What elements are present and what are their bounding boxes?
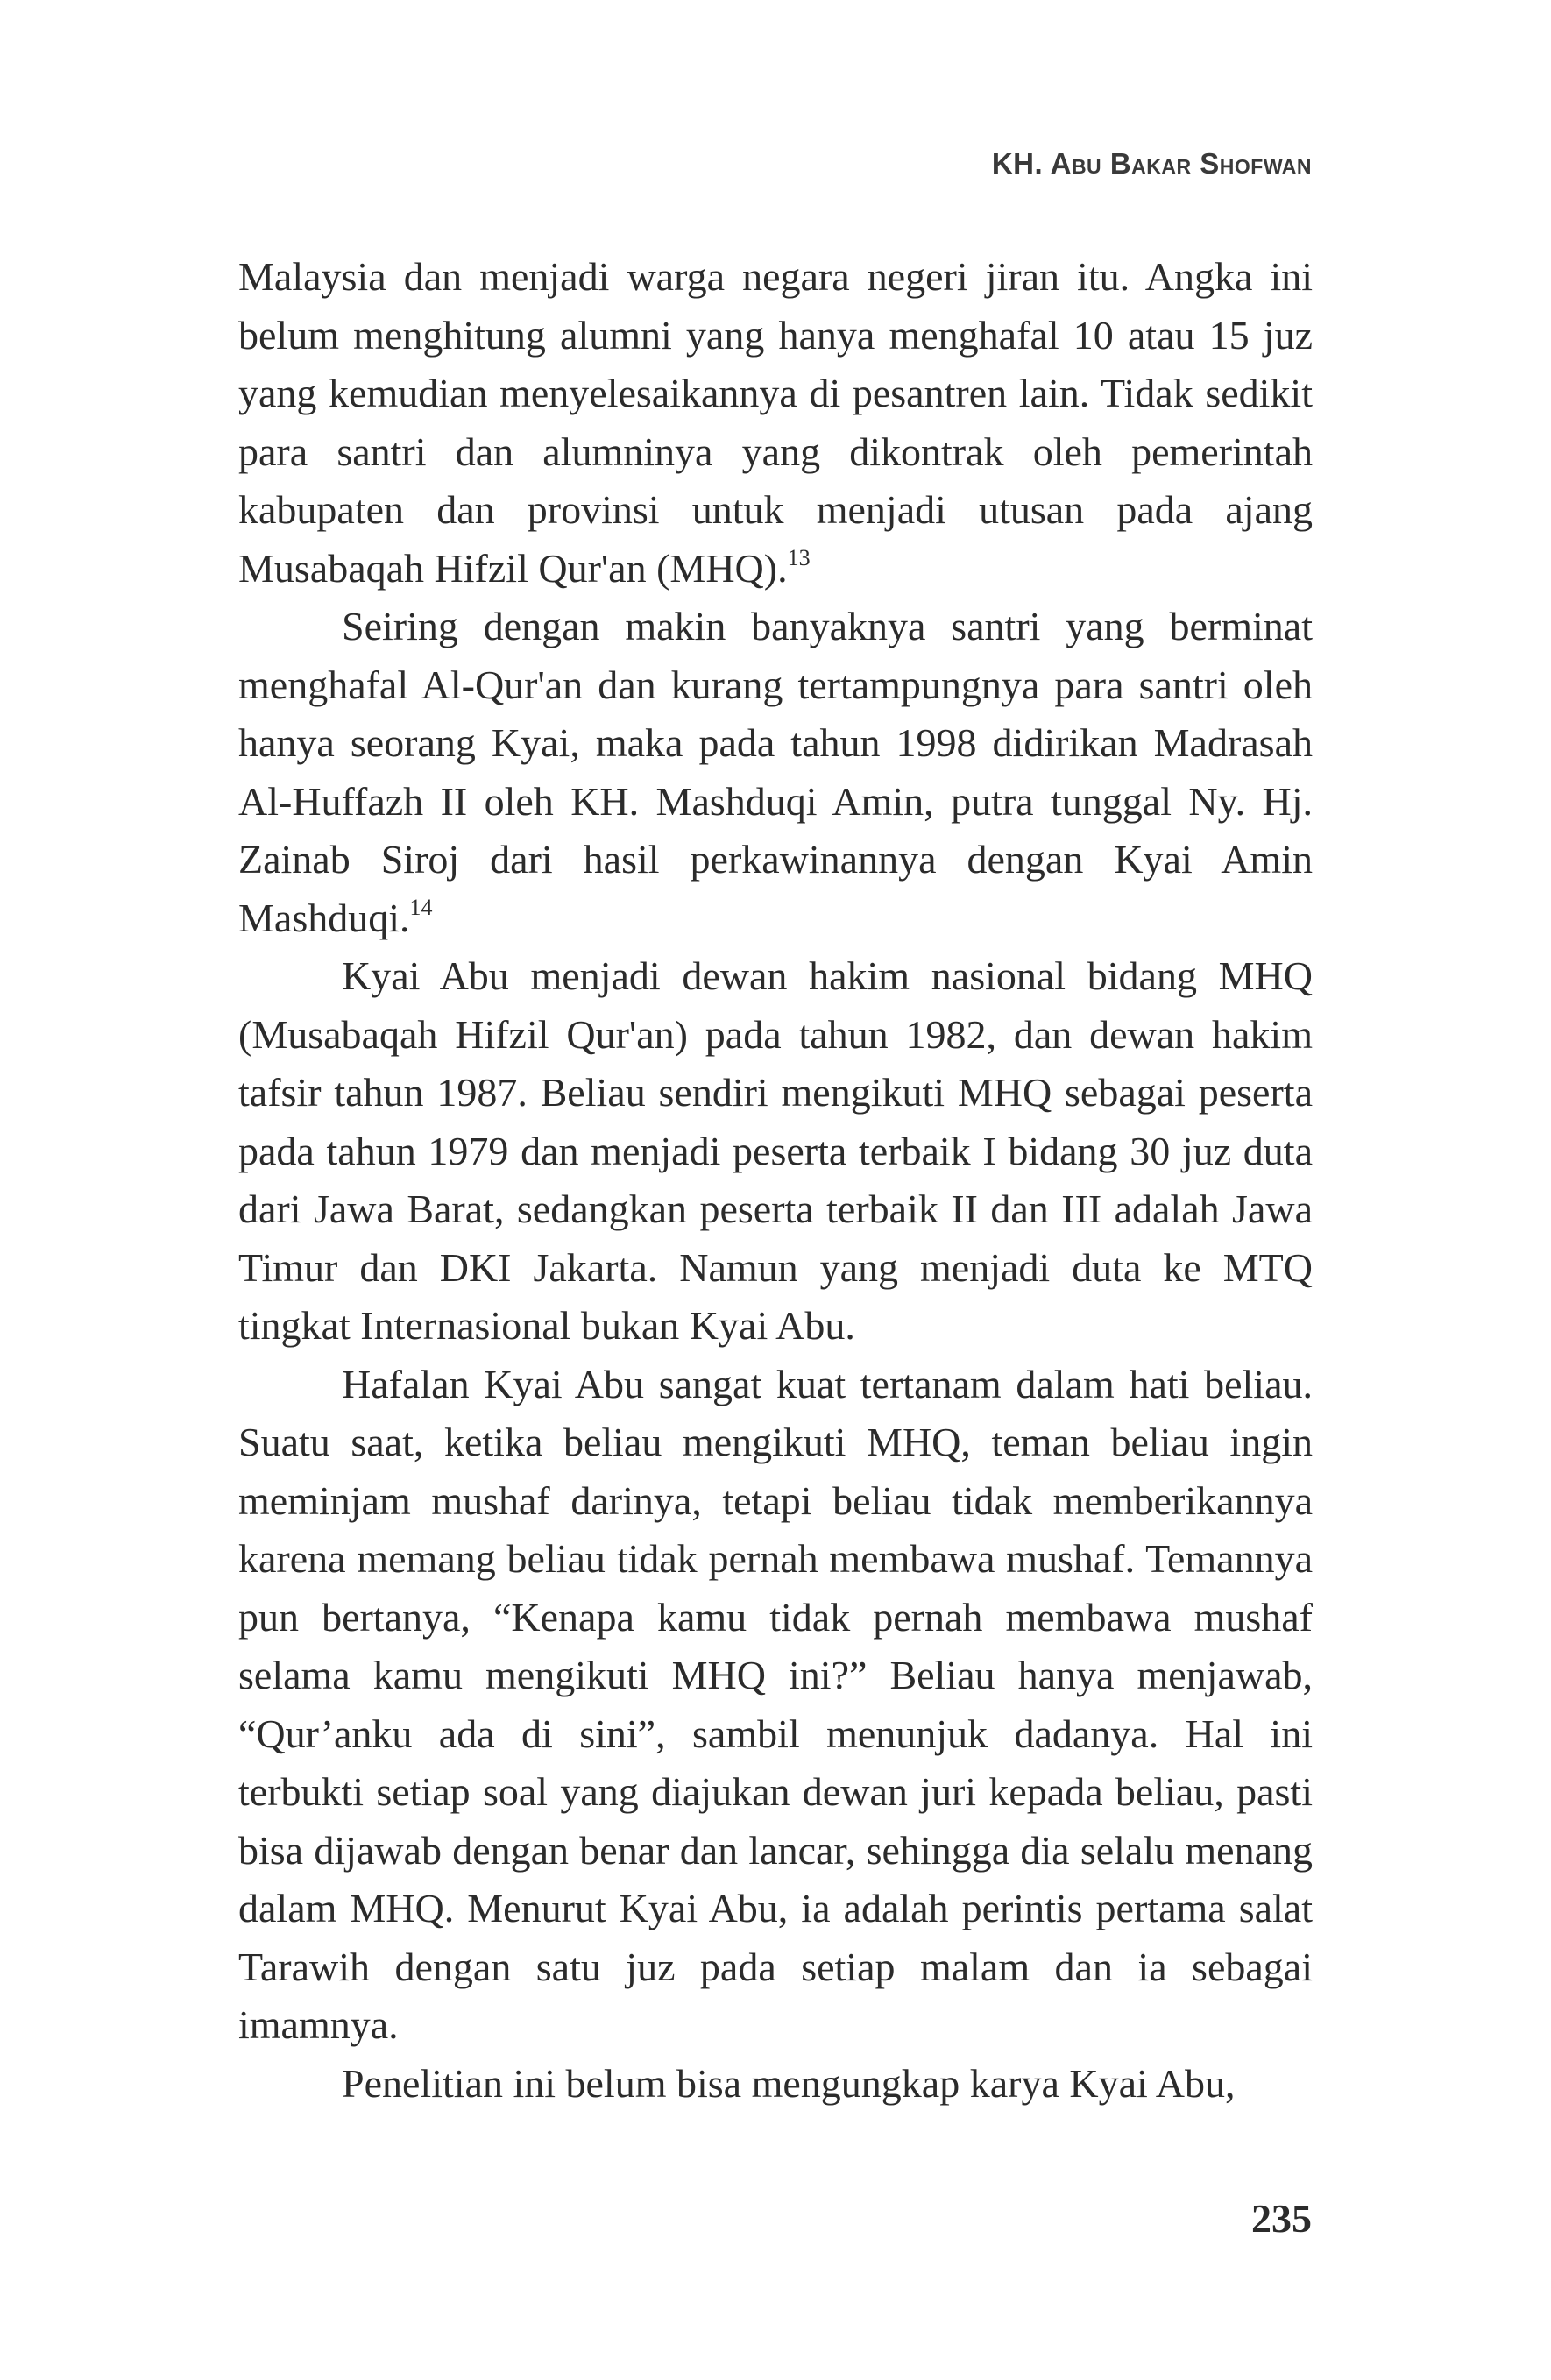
- page-number: 235: [1251, 2196, 1312, 2241]
- paragraph-2: [238, 598, 1313, 947]
- footnote-ref-14[interactable]: 14: [409, 895, 433, 921]
- paragraph-2-text: Seiring dengan makin banyaknya santri yang berminat menghafal Al-Qur'an dan kurang tertampungnya para santri oleh hanya seorang Kyai, maka pada tahun 1998 didirikan Madrasah Al-Huffazh II oleh KH. Mashduqi Amin, putra tunggal Ny. Hj. Zainab Siroj dari hasil perkawinannya dengan Kyai Amin Mashduqi.: [238, 604, 1313, 940]
- paragraph-3: Kyai Abu menjadi dewan hakim nasional bidang MHQ (Musabaqah Hifzil Qur'an) pada tahun 1982, dan dewan hakim tafsir tahun 1987. Beliau sendiri mengikuti MHQ sebagai peserta pada tahun 1979 dan menjadi peserta terbaik I bidang 30 juz duta dari Jawa Barat, sedangkan peserta terbaik II dan III adalah Jawa Timur dan DKI Jakarta. Namun yang menjadi duta ke MTQ tingkat Internasional bukan Kyai Abu.: [238, 953, 1313, 1348]
- footnote-ref-13[interactable]: 13: [787, 545, 811, 571]
- paragraph-4: Hafalan Kyai Abu sangat kuat tertanam dalam hati beliau. Suatu saat, ketika beliau mengikuti MHQ, teman beliau ingin meminjam mushaf darinya, tetapi beliau tidak memberikannya karena memang beliau tidak pernah membawa mushaf. Temannya pun bertanya, “Kenapa kamu tidak pernah membawa mushaf selama kamu mengikuti MHQ ini?” Beliau hanya menjawab, “Qur’anku ada di sini”, sambil menunjuk dadanya. Hal ini terbukti setiap soal yang diajukan dewan juri kepada beliau, pasti bisa dijawab dengan benar dan lancar, sehingga dia selalu menang dalam MHQ. Menurut Kyai Abu, ia adalah perintis pertama salat Tarawih dengan satu juz pada setiap malam dan ia sebagai imamnya.: [238, 1361, 1313, 2047]
- body-text: [238, 248, 1313, 2113]
- running-header: KH. Abu Bakar Shofwan: [991, 147, 1312, 180]
- paragraph-5: Penelitian ini belum bisa mengungkap karya Kyai Abu,: [342, 2060, 1236, 2106]
- paragraph-1-text: Malaysia dan menjadi warga negara negeri jiran itu. Angka ini belum menghitung alumni yang hanya menghafal 10 atau 15 juz yang kemudian menyelesaikannya di pesantren lain. Tidak sedikit para santri dan alumninya yang dikontrak oleh pemerintah kabupaten dan provinsi untuk menjadi utusan pada ajang Musabaqah Hifzil Qur'an (MHQ).: [238, 254, 1313, 591]
- paragraph-1: [238, 248, 1313, 598]
